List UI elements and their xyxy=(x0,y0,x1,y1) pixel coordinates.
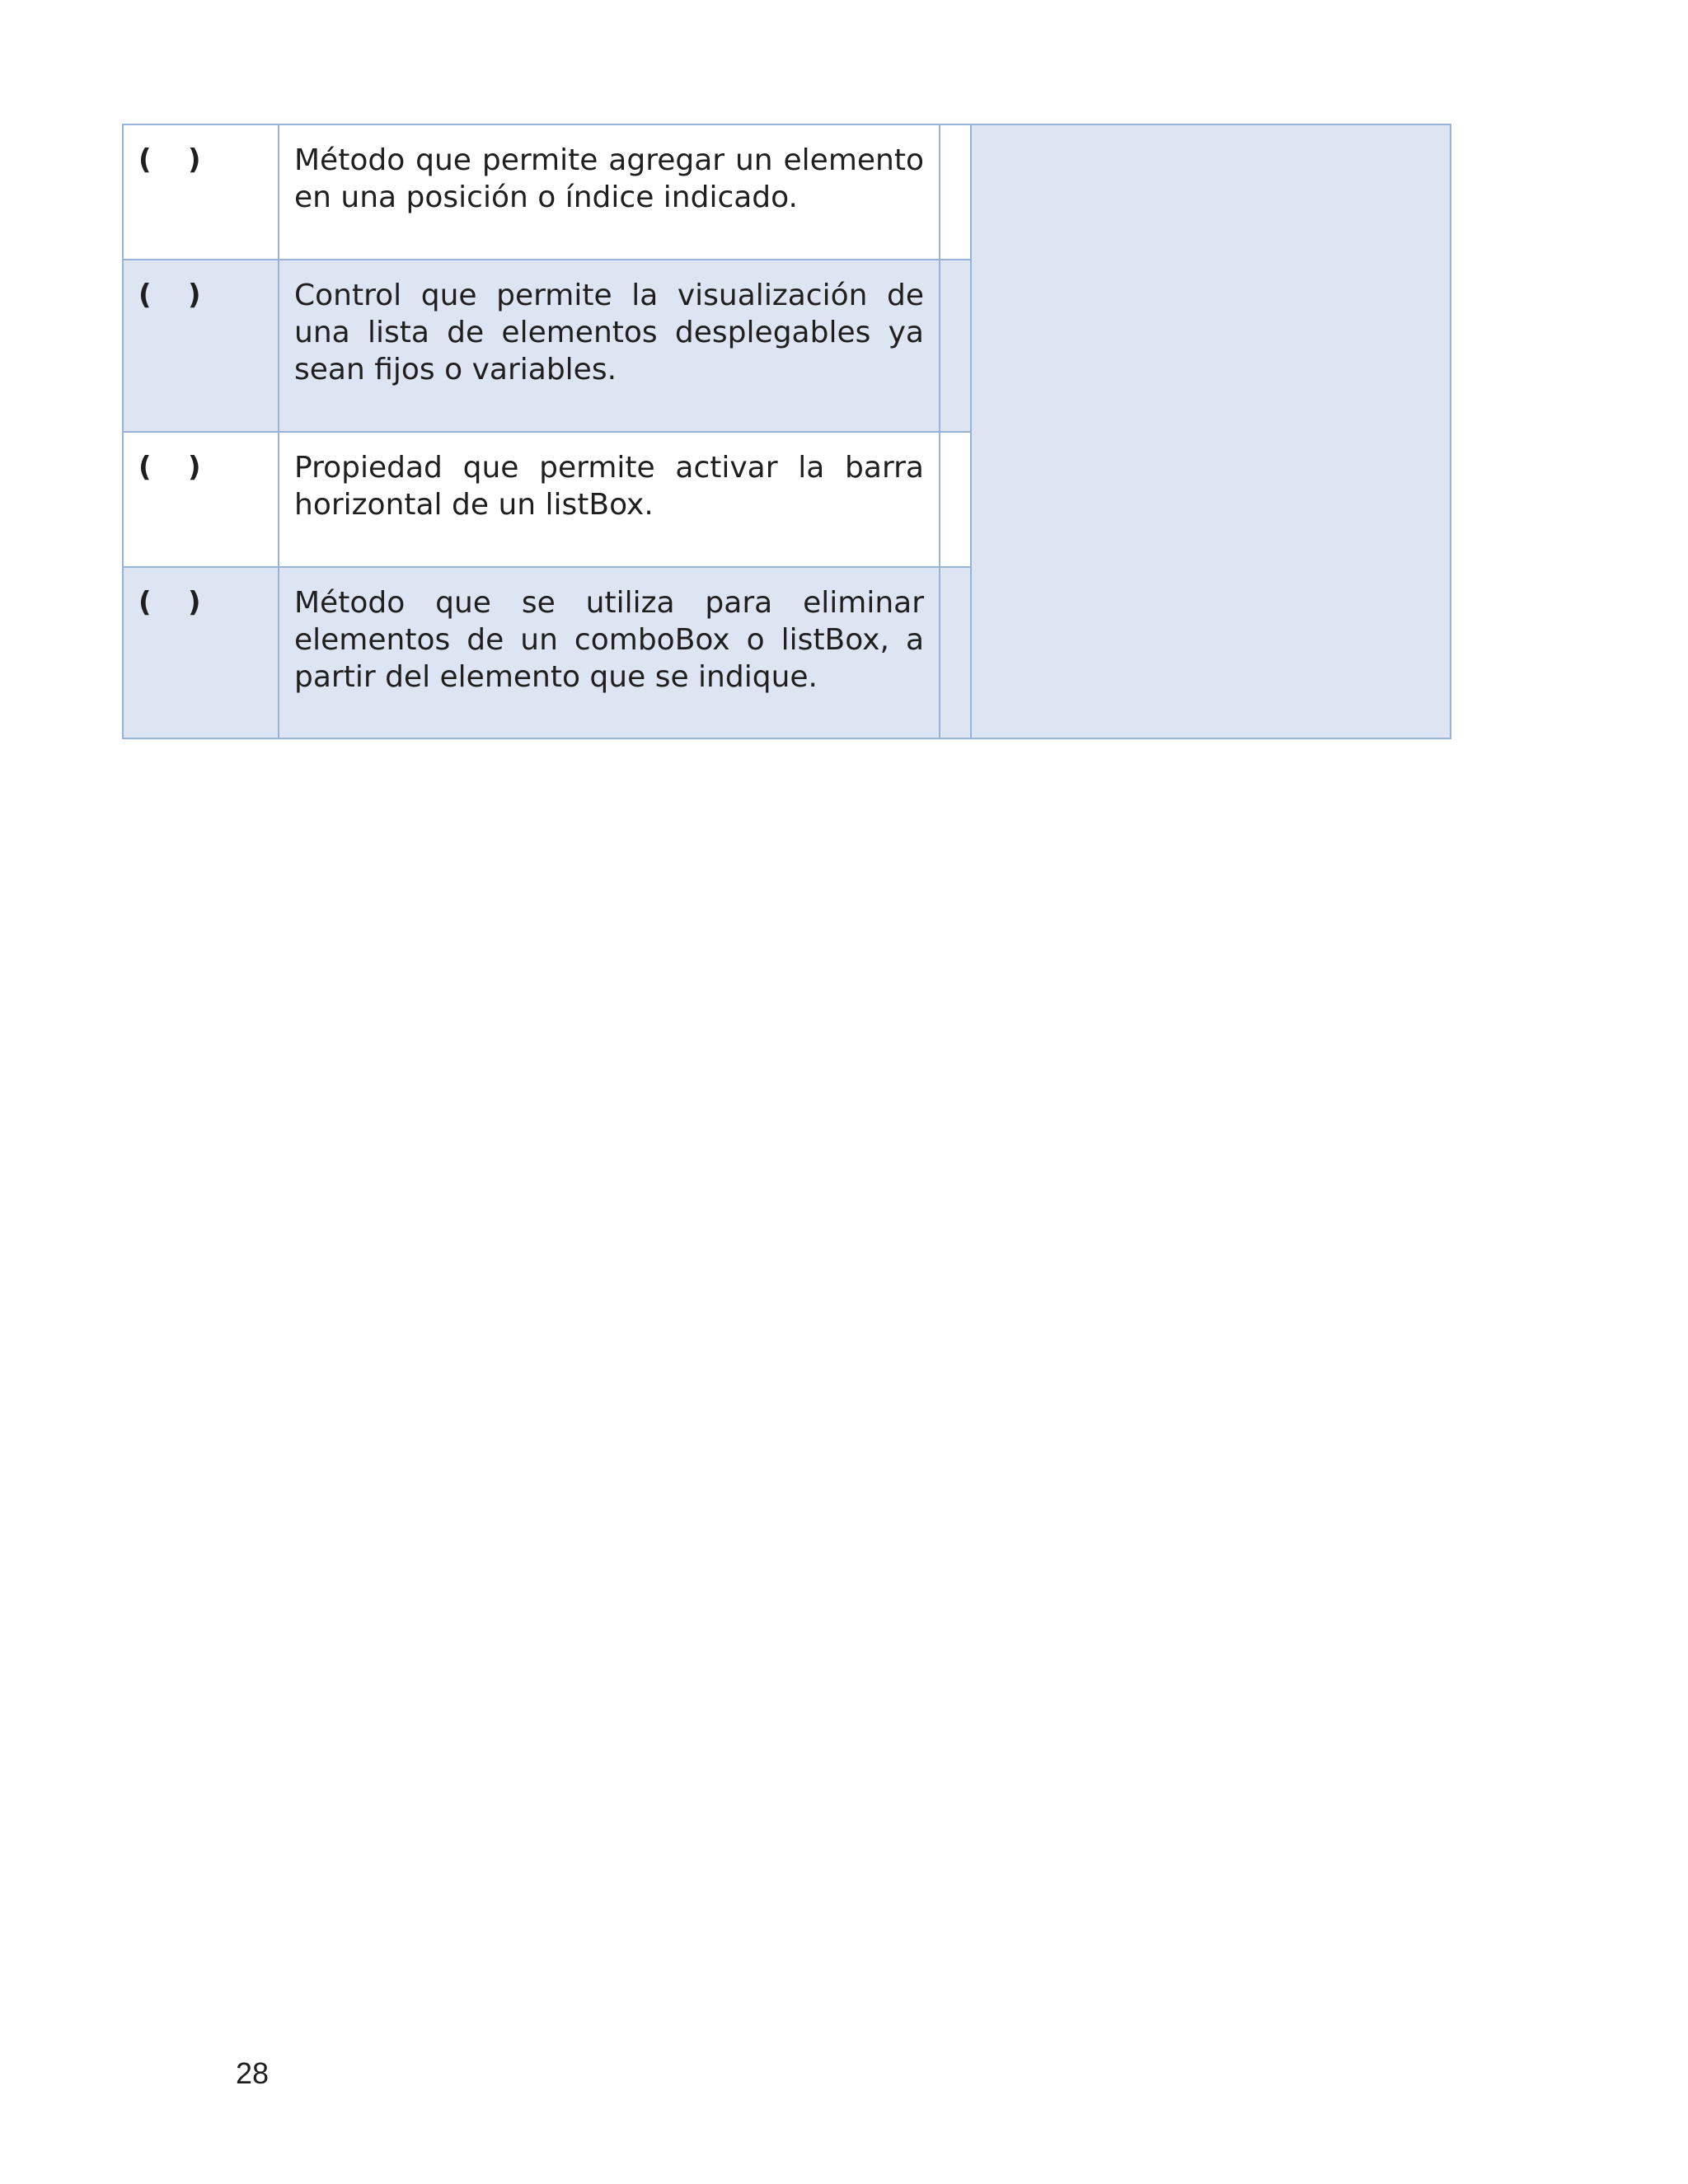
row-description: Método que se utiliza para eliminar elementos de un comboBox o listBox, a partir del elemento que se indique. xyxy=(279,567,940,738)
options-area xyxy=(971,124,1451,738)
row-description: Control que permite la visualización de una lista de elementos desplegables ya sean fijos o variables. xyxy=(279,260,940,432)
spacer-cell xyxy=(940,432,971,567)
spacer-cell xyxy=(940,260,971,432)
page-number: 28 xyxy=(236,2056,270,2090)
row-description: Método que permite agregar un elemento en una posición o índice indicado. xyxy=(279,124,940,260)
spacer-cell xyxy=(940,567,971,738)
answer-blank[interactable] xyxy=(123,567,279,738)
open-parenthesis: ( xyxy=(138,586,152,619)
answer-blank[interactable] xyxy=(123,260,279,432)
close-parenthesis: ) xyxy=(188,451,201,484)
close-parenthesis: ) xyxy=(188,279,201,312)
close-parenthesis: ) xyxy=(188,143,201,176)
close-parenthesis: ) xyxy=(188,586,201,619)
open-parenthesis: ( xyxy=(138,279,152,312)
answer-blank[interactable] xyxy=(123,432,279,567)
open-parenthesis: ( xyxy=(138,143,152,176)
answer-blank[interactable] xyxy=(123,124,279,260)
open-parenthesis: ( xyxy=(138,451,152,484)
matching-exercise-table xyxy=(122,124,1451,739)
row-description: Propiedad que permite activar la barra horizontal de un listBox. xyxy=(279,432,940,567)
table-row xyxy=(123,124,1451,260)
spacer-cell xyxy=(940,124,971,260)
